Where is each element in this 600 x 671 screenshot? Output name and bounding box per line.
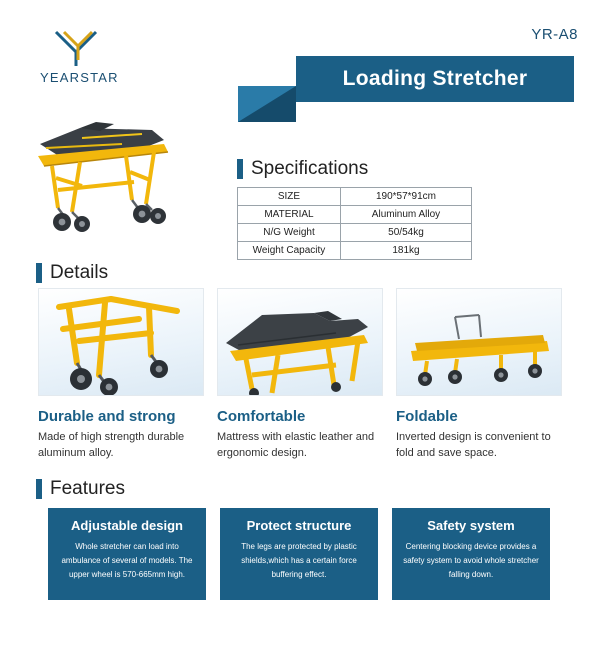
- spec-label: Weight Capacity: [238, 242, 341, 260]
- feature-title: Protect structure: [246, 518, 352, 533]
- table-row: [238, 188, 472, 206]
- detail-card-comfortable: [217, 288, 383, 462]
- specifications-table: [237, 187, 472, 260]
- detail-image-comfortable: [217, 288, 383, 396]
- detail-title: Comfortable: [217, 408, 306, 425]
- features-row: [48, 508, 552, 600]
- spec-value: 190*57*91cm: [340, 188, 471, 206]
- details-heading: [36, 262, 108, 284]
- spec-value: 181kg: [340, 242, 471, 260]
- brand-logo: [38, 30, 168, 88]
- spec-value: Aluminum Alloy: [340, 206, 471, 224]
- feature-card-adjustable-design: [48, 508, 206, 600]
- detail-image-durable: [38, 288, 204, 396]
- feature-description: The legs are protected by plastic shields,which has a certain force buffering effect.: [241, 542, 357, 579]
- brand-name: YEARSTAR: [40, 70, 119, 85]
- feature-title: Safety system: [427, 518, 515, 533]
- features-heading-text: Features: [50, 478, 125, 499]
- section-accent-bar: [237, 159, 243, 179]
- table-row: [238, 224, 472, 242]
- hero-product-image: [22, 100, 222, 240]
- detail-card-foldable: [396, 288, 562, 462]
- table-row: [238, 242, 472, 260]
- detail-title: Foldable: [396, 408, 458, 425]
- feature-title: Adjustable design: [71, 518, 183, 533]
- spec-value: 50/54kg: [340, 224, 471, 242]
- section-accent-bar: [36, 479, 42, 499]
- detail-description: Mattress with elastic leather and ergonomic design.: [217, 431, 375, 459]
- feature-description: Whole stretcher can load into ambulance of several of models. The upper wheel is 570-665mm high.: [61, 542, 193, 579]
- section-accent-bar: [36, 263, 42, 283]
- detail-image-foldable: [396, 288, 562, 396]
- specifications-heading-text: Specifications: [251, 158, 369, 179]
- details-row: [38, 288, 562, 462]
- banner-fold-accent: [238, 86, 296, 122]
- model-code: YR-A8: [531, 26, 578, 43]
- title-banner: [296, 56, 574, 102]
- detail-description: Inverted design is convenient to fold and save space.: [396, 431, 551, 459]
- table-row: [238, 206, 472, 224]
- details-heading-text: Details: [50, 262, 109, 283]
- detail-description: Made of high strength durable aluminum alloy.: [38, 431, 185, 459]
- features-heading: [36, 478, 125, 500]
- page-title: Loading Stretcher: [342, 67, 528, 90]
- detail-card-durable: [38, 288, 204, 462]
- yearstar-y-icon: [50, 30, 106, 68]
- feature-description: Centering blocking device provides a safety system to avoid whole stretcher falling down.: [403, 542, 539, 579]
- specifications-heading: [237, 158, 368, 180]
- feature-card-protect-structure: [220, 508, 378, 600]
- detail-title: Durable and strong: [38, 408, 176, 425]
- feature-card-safety-system: [392, 508, 550, 600]
- spec-label: MATERIAL: [238, 206, 341, 224]
- spec-label: N/G Weight: [238, 224, 341, 242]
- spec-label: SIZE: [238, 188, 341, 206]
